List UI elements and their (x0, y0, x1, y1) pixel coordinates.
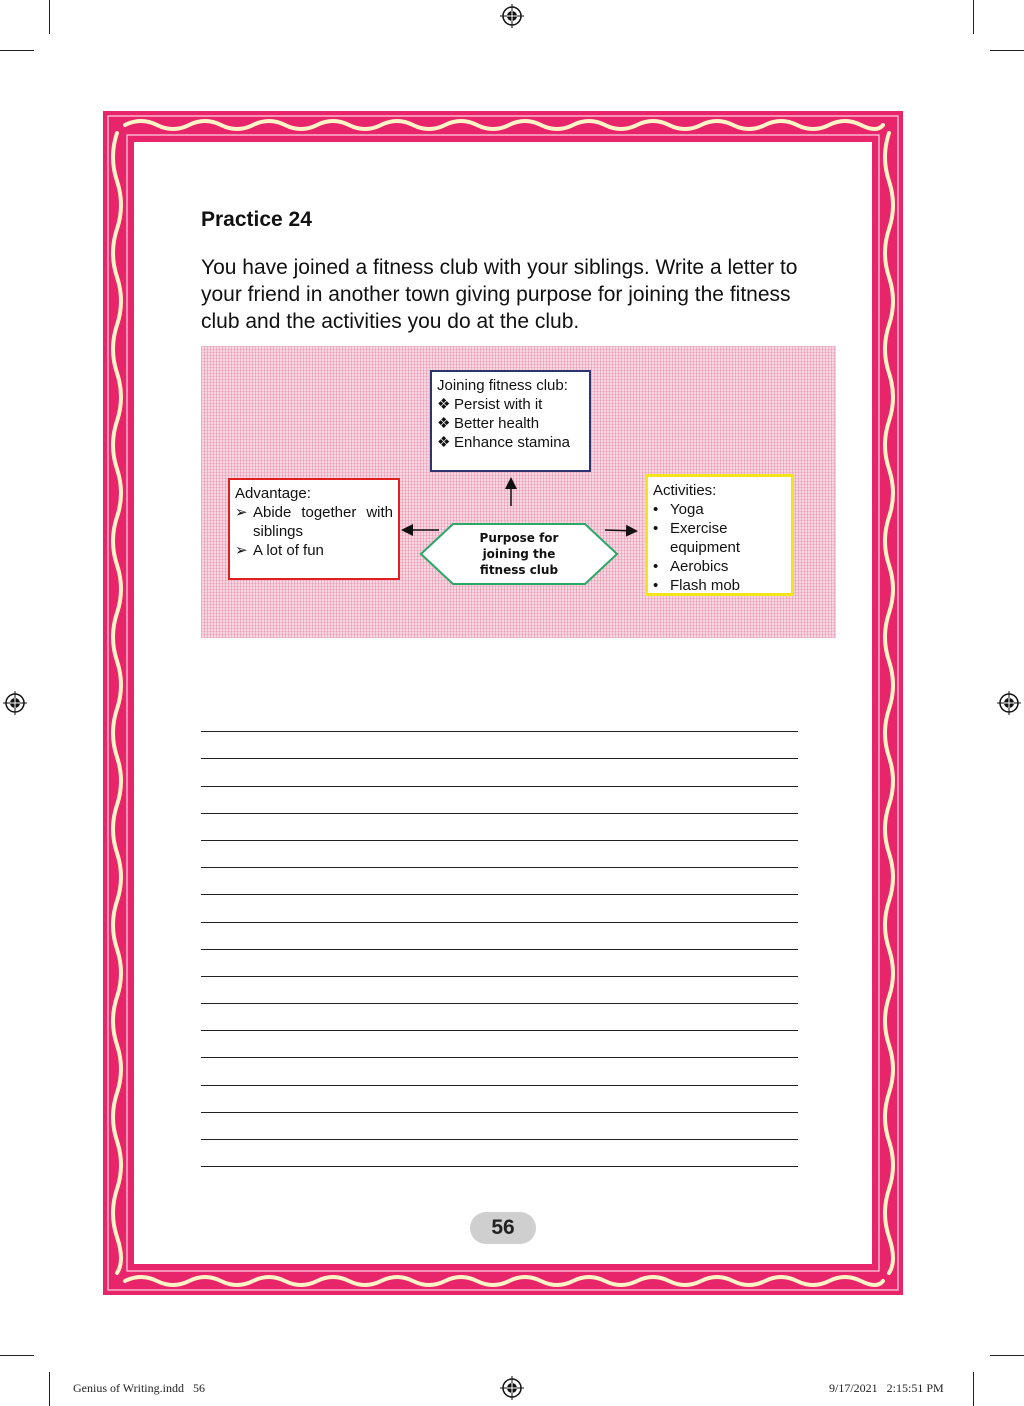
crop-mark (0, 1355, 34, 1356)
writing-line (201, 705, 798, 732)
writing-line (201, 814, 798, 841)
writing-line (201, 1058, 798, 1085)
bullet-icon: • (653, 520, 659, 537)
advantage-heading: Advantage: (235, 485, 311, 502)
writing-line (201, 759, 798, 786)
writing-line (201, 923, 798, 950)
bullet-icon: ❖ (437, 415, 451, 432)
list-item: • Yoga (653, 501, 704, 518)
registration-mark-icon (500, 1376, 524, 1400)
list-item: ➢ A lot of fun (235, 542, 324, 559)
writing-line (201, 1086, 798, 1113)
writing-line (201, 787, 798, 814)
list-item: ❖ Better health (437, 415, 540, 432)
crop-mark (990, 50, 1024, 51)
writing-line (201, 868, 798, 895)
activities-heading: Activities: (653, 482, 717, 499)
mind-map-diagram (201, 346, 836, 638)
writing-line (201, 1031, 798, 1058)
arrow-bullet-icon: ➢ (235, 542, 248, 559)
list-item: ❖ Enhance stamina (437, 434, 570, 451)
arrow-bullet-icon: ➢ (235, 504, 248, 521)
bullet-icon: ❖ (437, 396, 451, 413)
writing-line (201, 977, 798, 1004)
practice-title: Practice 24 (201, 208, 312, 231)
joining-heading: Joining fitness club: (437, 377, 568, 394)
bullet-icon: • (653, 577, 659, 594)
list-item: • Exercise (653, 520, 728, 537)
list-item-continuation: equipment (670, 539, 741, 556)
list-item: ➢ Abide together with (235, 504, 393, 521)
writing-lines (201, 705, 798, 1167)
center-label: Purpose for joining the fitness club (479, 531, 559, 577)
writing-line (201, 1004, 798, 1031)
bullet-icon: • (653, 501, 659, 518)
list-item: ❖ Persist with it (437, 396, 543, 413)
writing-line (201, 950, 798, 977)
writing-line (201, 841, 798, 868)
crop-mark (973, 0, 974, 34)
crop-mark (990, 1355, 1024, 1356)
center-hexagon (419, 522, 619, 586)
joining-box (430, 370, 591, 472)
footer-file: Genius of Writing.indd 56 (73, 1381, 205, 1395)
writing-line (201, 1113, 798, 1140)
writing-line (201, 895, 798, 922)
page-number-badge: 56 (470, 1212, 536, 1244)
writing-line (201, 732, 798, 759)
list-item: • Flash mob (653, 577, 741, 594)
registration-mark-icon (997, 691, 1021, 715)
footer-timestamp: 9/17/2021 2:15:51 PM (829, 1381, 944, 1395)
practice-prompt: You have joined a fitness club with your siblings. Write a letter to your friend in another town giving purpose for joining the fitness club and the activities you do at the club. (201, 256, 798, 333)
advantage-box (228, 478, 400, 580)
crop-mark (0, 50, 34, 51)
crop-mark (49, 0, 50, 34)
registration-mark-icon (500, 4, 524, 28)
registration-mark-icon (3, 691, 27, 715)
list-item: • Aerobics (653, 558, 729, 575)
crop-mark (973, 1372, 974, 1406)
bullet-icon: • (653, 558, 659, 575)
writing-line (201, 1140, 798, 1167)
crop-mark (49, 1372, 50, 1406)
bullet-icon: ❖ (437, 434, 451, 451)
activities-box (645, 474, 794, 596)
list-item-continuation: siblings (253, 523, 304, 540)
